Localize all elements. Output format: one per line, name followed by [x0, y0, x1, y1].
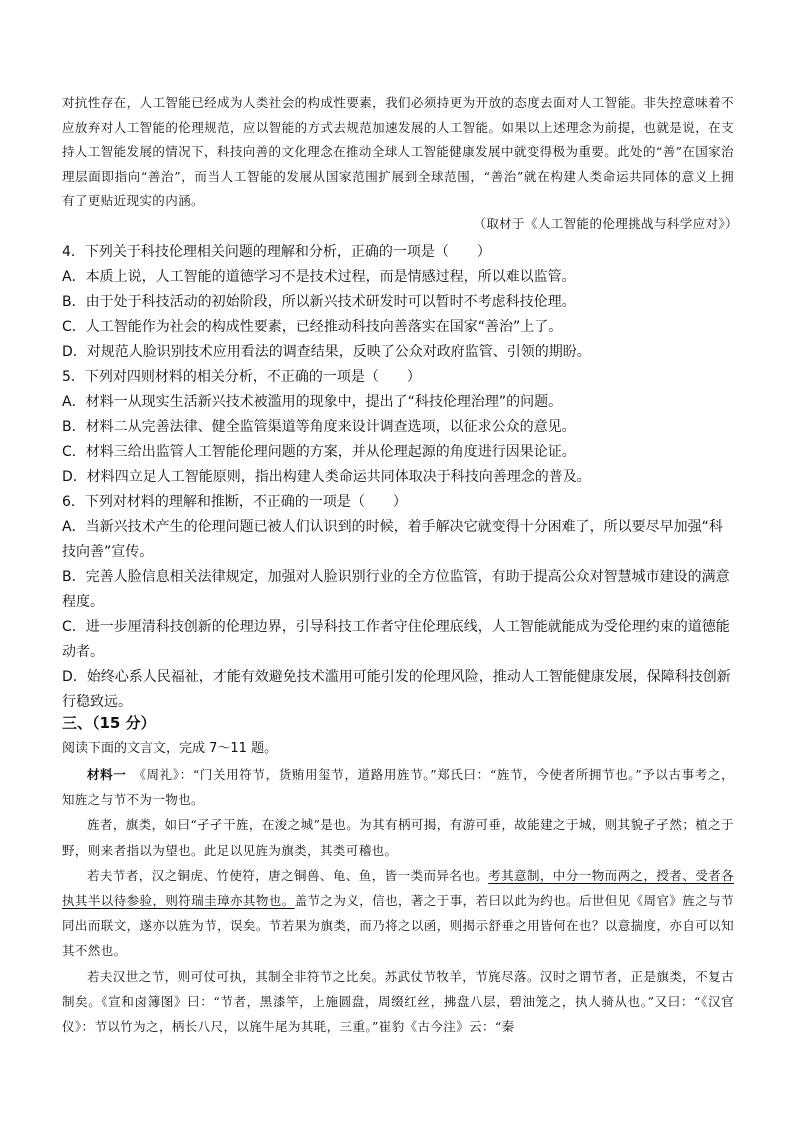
question-4: [62, 240, 734, 365]
passage-continuation: [62, 91, 734, 214]
classical-paragraph-4: 若夫汉世之节，则可仗可执，其制全非符节之比矣。苏武仗节牧羊，节旄尽落。汉时之谓节者，正是旗类，不复古制矣。《宣和卤簿图》曰：“节者，黑漆竿，上施圆盘，周缀红丝，拂盘八层，碧油笼之，执人骑从也。”又曰：“《汉官仪》：节以竹为之，柄长八尺，以旄牛尾为其毦，三重。”崔豹《古今注》云：“秦: [62, 968, 734, 1035]
material-label: 材料一: [87, 767, 127, 782]
question-stem: 5．下列对四则材料的相关分析，不正确的一项是（ ）: [62, 369, 421, 385]
question-stem: 6．下列对材料的理解和推断，不正确的一项是（ ）: [62, 494, 407, 510]
classical-p3-text-b: 盖节之为义，信也，著之于事，若曰以此为约也。后世但见《周官》旌之与节同出而联文，遂亦以旌为节，误矣。节若果为旗类，而乃将之以函，则揭示舒垂之用皆何在也？以意揣度，亦自可以知其不然也。: [62, 893, 734, 959]
classical-text: [62, 762, 734, 1039]
option-b: B．材料二从完善法律、健全监管渠道等角度来设计调查选项，以征求公众的意见。: [62, 419, 576, 435]
question-5: [62, 365, 734, 490]
question-stem: 4．下列关于科技伦理相关问题的理解和分析，正确的一项是（ ）: [62, 244, 491, 260]
classical-paragraph-1: [62, 762, 734, 812]
passage-paragraph: 对抗性存在，人工智能已经成为人类社会的构成性要素，我们必须持更为开放的态度去面对人工智能。非失控意味着不应放弃对人工智能的伦理规范，应以智能的方式去规范加速发展的人工智能。如果以上述理念为前提，也就是说，在支持人工智能发展的情况下，科技向善的文化理念在推动全球人工智能健康发展中就变得极为重要。此处的“善”在国家治理层面即指向“善治”，而当人工智能的发展从国家范围扩展到全球范围，“善治”就在构建人类命运共同体的意义上拥有了更贴近现实的内涵。: [62, 95, 734, 209]
option-c: C．进一步厘清科技创新的伦理边界，引导科技工作者守住伦理底线，人工智能就能成为受伦理约束的道德能动者。: [62, 619, 730, 660]
option-b: B．由于处于科技活动的初始阶段，所以新兴技术研发时可以暂时不考虑科技伦理。: [62, 294, 576, 310]
question-6: [62, 490, 734, 715]
option-b: B．完善人脸信息相关法律规定，加强对人脸识别行业的全方位监管，有助于提高公众对智慧城市建设的满意程度。: [62, 569, 730, 610]
classical-paragraph-3: [62, 863, 734, 964]
option-a: A．材料一从现实生活新兴技术被滥用的现象中，提出了“科技伦理治理”的问题。: [62, 394, 563, 410]
option-d: D．始终心系人民福祉，才能有效避免技术滥用可能引发的伦理风险，推动人工智能健康发展，保障科技创新行稳致远。: [62, 669, 731, 710]
classical-p1-text: 《周礼》：“门关用符节，货贿用玺节，道路用旌节。”郑氏曰：“旌节，今使者所拥节也。”予以古事考之，知旌之与节不为一物也。: [62, 767, 734, 808]
passage-source: （取材于《人工智能的伦理挑战与科学应对》）: [473, 216, 738, 231]
option-d: D．材料四立足人工智能原则，指出构建人类命运共同体取决于科技向善理念的普及。: [62, 469, 591, 485]
section-instruction: 阅读下面的文言文，完成 7～11 题。: [62, 741, 278, 756]
section-heading: 三、（15 分）: [62, 714, 156, 732]
option-d: D．对规范人脸识别技术应用看法的调查结果，反映了公众对政府监管、引领的期盼。: [62, 344, 591, 360]
option-c: C．人工智能作为社会的构成性要素，已经推动科技向善落实在国家“善治”上了。: [62, 319, 563, 335]
option-a: A．当新兴技术产生的伦理问题已被人们认识到的时候，着手解决它就变得十分困难了，所以要尽早加强“科技向善”宣传。: [62, 519, 723, 560]
classical-paragraph-2: 旌者，旗类，如曰“孑孑干旌，在浚之城”是也。为其有柄可揭，有游可垂，故能建之于城，则其貌孑孑然；植之于野，则来者指以为望也。此足以见旌为旗类，其类可稽也。: [62, 817, 734, 858]
classical-p3-text-a: 若夫节者，汉之铜虎、竹使符，唐之铜兽、龟、鱼，皆一类而异名也。: [87, 867, 489, 883]
option-a: A．本质上说，人工智能的道德学习不是技术过程，而是情感过程，所以难以监管。: [62, 269, 576, 285]
questions-block: [62, 240, 734, 715]
option-c: C．材料三给出监管人工智能伦理问题的方案，并从伦理起源的角度进行因果论证。: [62, 444, 576, 460]
underlined-sentence: 考其意制，中分一物而两之，授者、受者各执其半以待参验，则符瑞圭璋亦其物也。: [62, 867, 735, 909]
